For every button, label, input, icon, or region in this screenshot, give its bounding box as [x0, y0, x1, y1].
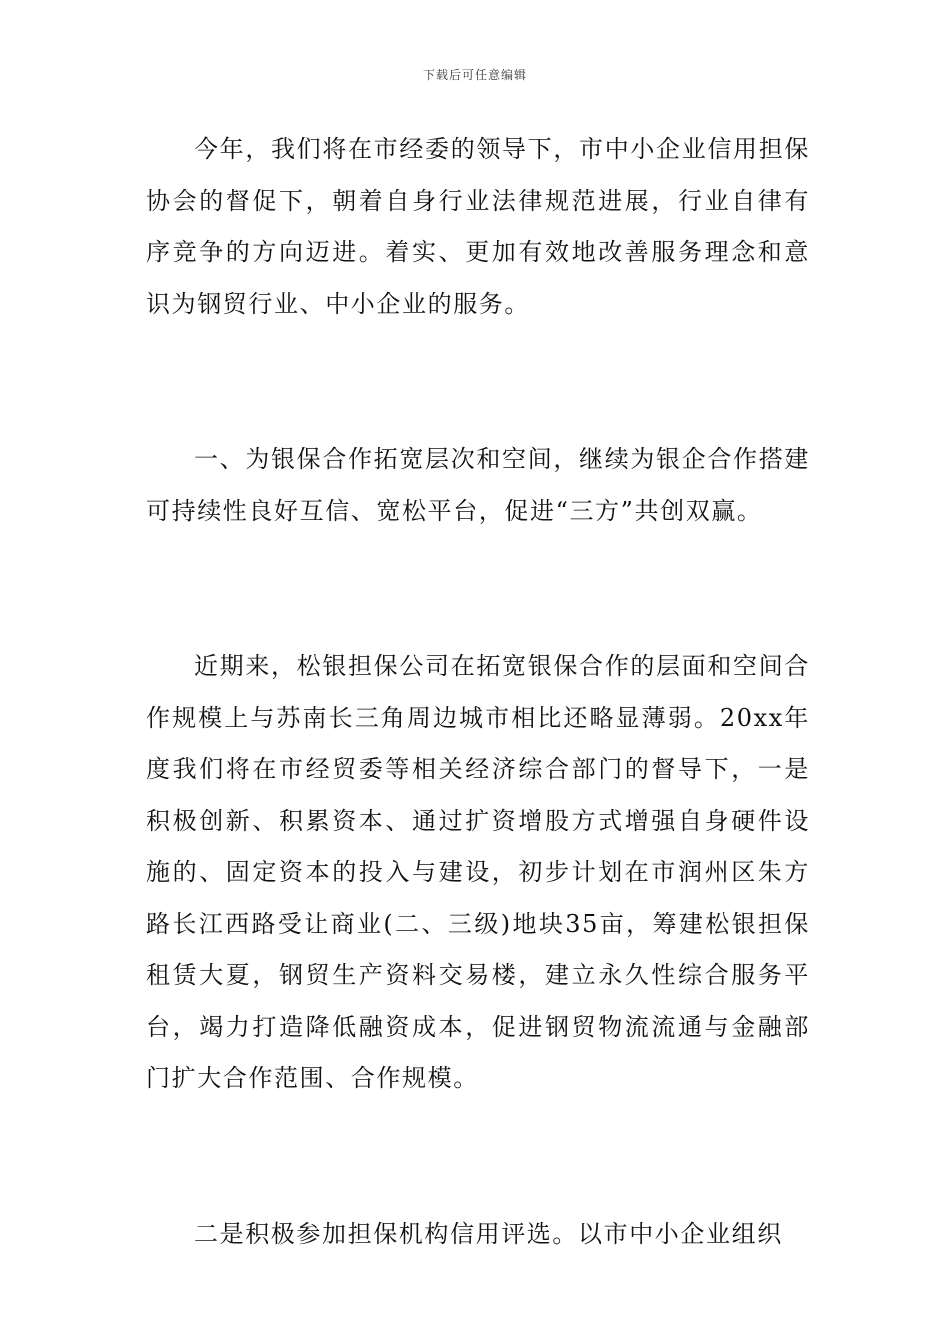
paragraph-section-one: 一、为银保合作拓宽层次和空间，继续为银企合作搭建可持续性良好互信、宽松平台，促进“三方”共创双赢。 — [146, 445, 810, 525]
paragraph-gap — [146, 1105, 810, 1209]
paragraph-gap — [146, 537, 810, 641]
document-body — [146, 124, 810, 1260]
page-header-note: 下载后可任意编辑 — [422, 68, 527, 82]
paragraph-recent-plans: 近期来，松银担保公司在拓宽银保合作的层面和空间合作规模上与苏南长三角周边城市相比还略显薄弱。20xx年度我们将在市经贸委等相关经济综合部门的督导下，一是积极创新、积累资本、通过扩资增股方式增强自身硬件设施的、固定资本的投入与建设，初步计划在市润州区朱方路长江西路受让商业(二、三级)地块35亩，筹建松银担保租赁大夏，钢贸生产资料交易楼，建立永久性综合服务平台，竭力打造降低融资成本，促进钢贸物流流通与金融部门扩大合作范围、合作规模。 — [146, 652, 810, 1092]
paragraph-intro: 今年，我们将在市经委的领导下，市中小企业信用担保协会的督促下，朝着自身行业法律规范进展，行业自律有序竞争的方向迈进。着实、更加有效地改善服务理念和意识为钢贸行业、中小企业的服务。 — [146, 135, 810, 318]
paragraph-gap — [146, 330, 810, 434]
paragraph-credit-rating: 二是积极参加担保机构信用评选。以市中小企业组织 — [194, 1219, 783, 1248]
